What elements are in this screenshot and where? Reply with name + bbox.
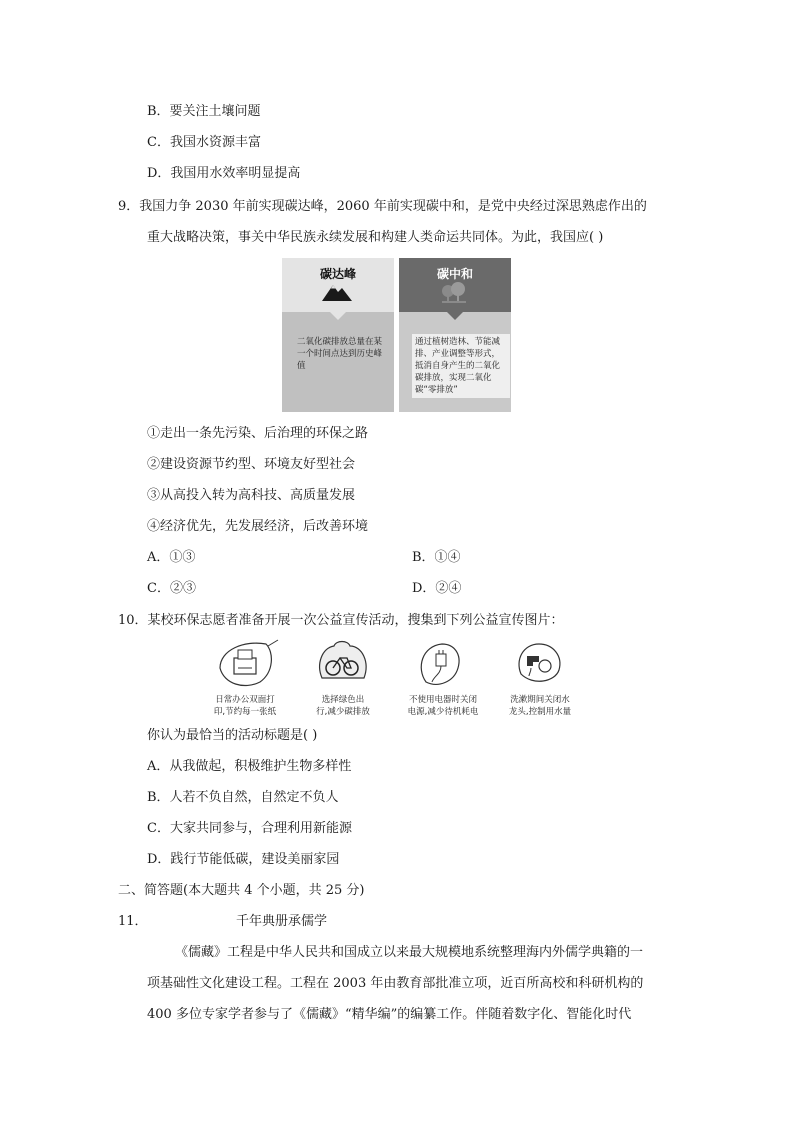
picture-power-off: [398, 638, 488, 722]
public-service-pictures: [200, 638, 600, 722]
q10-prompt: 你认为最恰当的活动标题是( ): [147, 728, 318, 743]
carbon-neutral-text: 通过植树造林、节能减排、产业调整等形式，抵消自身产生的二氧化碳排放，实现二氧化碳“零排放”: [412, 334, 510, 398]
q10-option-a: A．从我做起，积极维护生物多样性: [147, 759, 352, 774]
q9-stem-line1: 9．我国力争 2030 年前实现碳达峰，2060 年前实现碳中和，是党中央经过深思熟虑作出的: [118, 199, 647, 214]
bicycle-icon: [312, 638, 372, 690]
q11-paragraph-line3: 400 多位专家学者参与了《儒藏》“精华编”的编纂工作。伴随着数字化、智能化时代: [147, 1007, 632, 1022]
q8-option-b: B．要关注土壤问题: [147, 104, 261, 119]
q9-option-b: B．①④: [412, 550, 461, 565]
picture-duplex-printing: [200, 638, 290, 722]
picture-caption: 选择绿色出 行,减少碳排放: [316, 695, 370, 717]
q11-number: 11．: [118, 914, 148, 929]
picture-caption: 不使用电器时关闭 电源,减少待机耗电: [407, 695, 479, 717]
printer-icon: [214, 638, 280, 690]
q9-statement-3: ③从高投入转为高科技、高质量发展: [147, 488, 356, 503]
mountain-icon: [322, 282, 352, 302]
picture-water-saving: [495, 638, 585, 722]
q8-option-c: C．我国水资源丰富: [147, 135, 261, 150]
q11-paragraph-line2: 项基础性文化建设工程。工程在 2003 年由教育部批准立项，近百所高校和科研机构的: [147, 976, 644, 991]
q9-statement-2: ②建设资源节约型、环境友好型社会: [147, 457, 356, 472]
trees-icon: [439, 282, 469, 304]
carbon-neutral-panel: [399, 258, 511, 412]
q9-option-c: C．②③: [147, 581, 196, 596]
q10-option-d: D．践行节能低碳，建设美丽家园: [147, 852, 340, 867]
q9-statement-1: ①走出一条先污染、后治理的环保之路: [147, 426, 369, 441]
picture-caption: 日常办公双面打 印,节约每一张纸: [213, 695, 277, 717]
carbon-peak-panel: [282, 258, 394, 412]
picture-caption: 洗漱期间关闭水 龙头,控制用水量: [508, 695, 572, 717]
q9-statement-4: ④经济优先，先发展经济，后改善环境: [147, 519, 369, 534]
q10-option-b: B．人若不负自然，自然定不负人: [147, 790, 339, 805]
faucet-icon: [509, 638, 569, 690]
carbon-peak-text: 二氧化碳排放总量在某一个时间点达到历史峰值: [297, 337, 383, 371]
power-plug-icon: [412, 638, 472, 690]
section-heading: 二、简答题(本大题共 4 个小题，共 25 分): [118, 883, 365, 898]
carbon-figure: [282, 258, 512, 412]
q9-option-d: D．②④: [412, 581, 462, 596]
q10-stem: 10．某校环保志愿者准备开展一次公益宣传活动，搜集到下列公益宣传图片：: [118, 613, 564, 628]
picture-green-travel: [298, 638, 388, 722]
q9-option-a: A．①③: [147, 550, 196, 565]
q10-option-c: C．大家共同参与，合理利用新能源: [147, 821, 352, 836]
q8-option-d: D．我国用水效率明显提高: [147, 166, 301, 181]
carbon-peak-title: 碳达峰: [319, 267, 356, 281]
carbon-neutral-title: 碳中和: [436, 267, 473, 281]
q9-stem-line2: 重大战略决策，事关中华民族永续发展和构建人类命运共同体。为此，我国应( ): [147, 230, 604, 245]
q11-paragraph-line1: 《儒藏》工程是中华人民共和国成立以来最大规模地系统整理海内外儒学典籍的一: [175, 945, 644, 960]
q11-title: 千年典册承儒学: [236, 914, 328, 929]
